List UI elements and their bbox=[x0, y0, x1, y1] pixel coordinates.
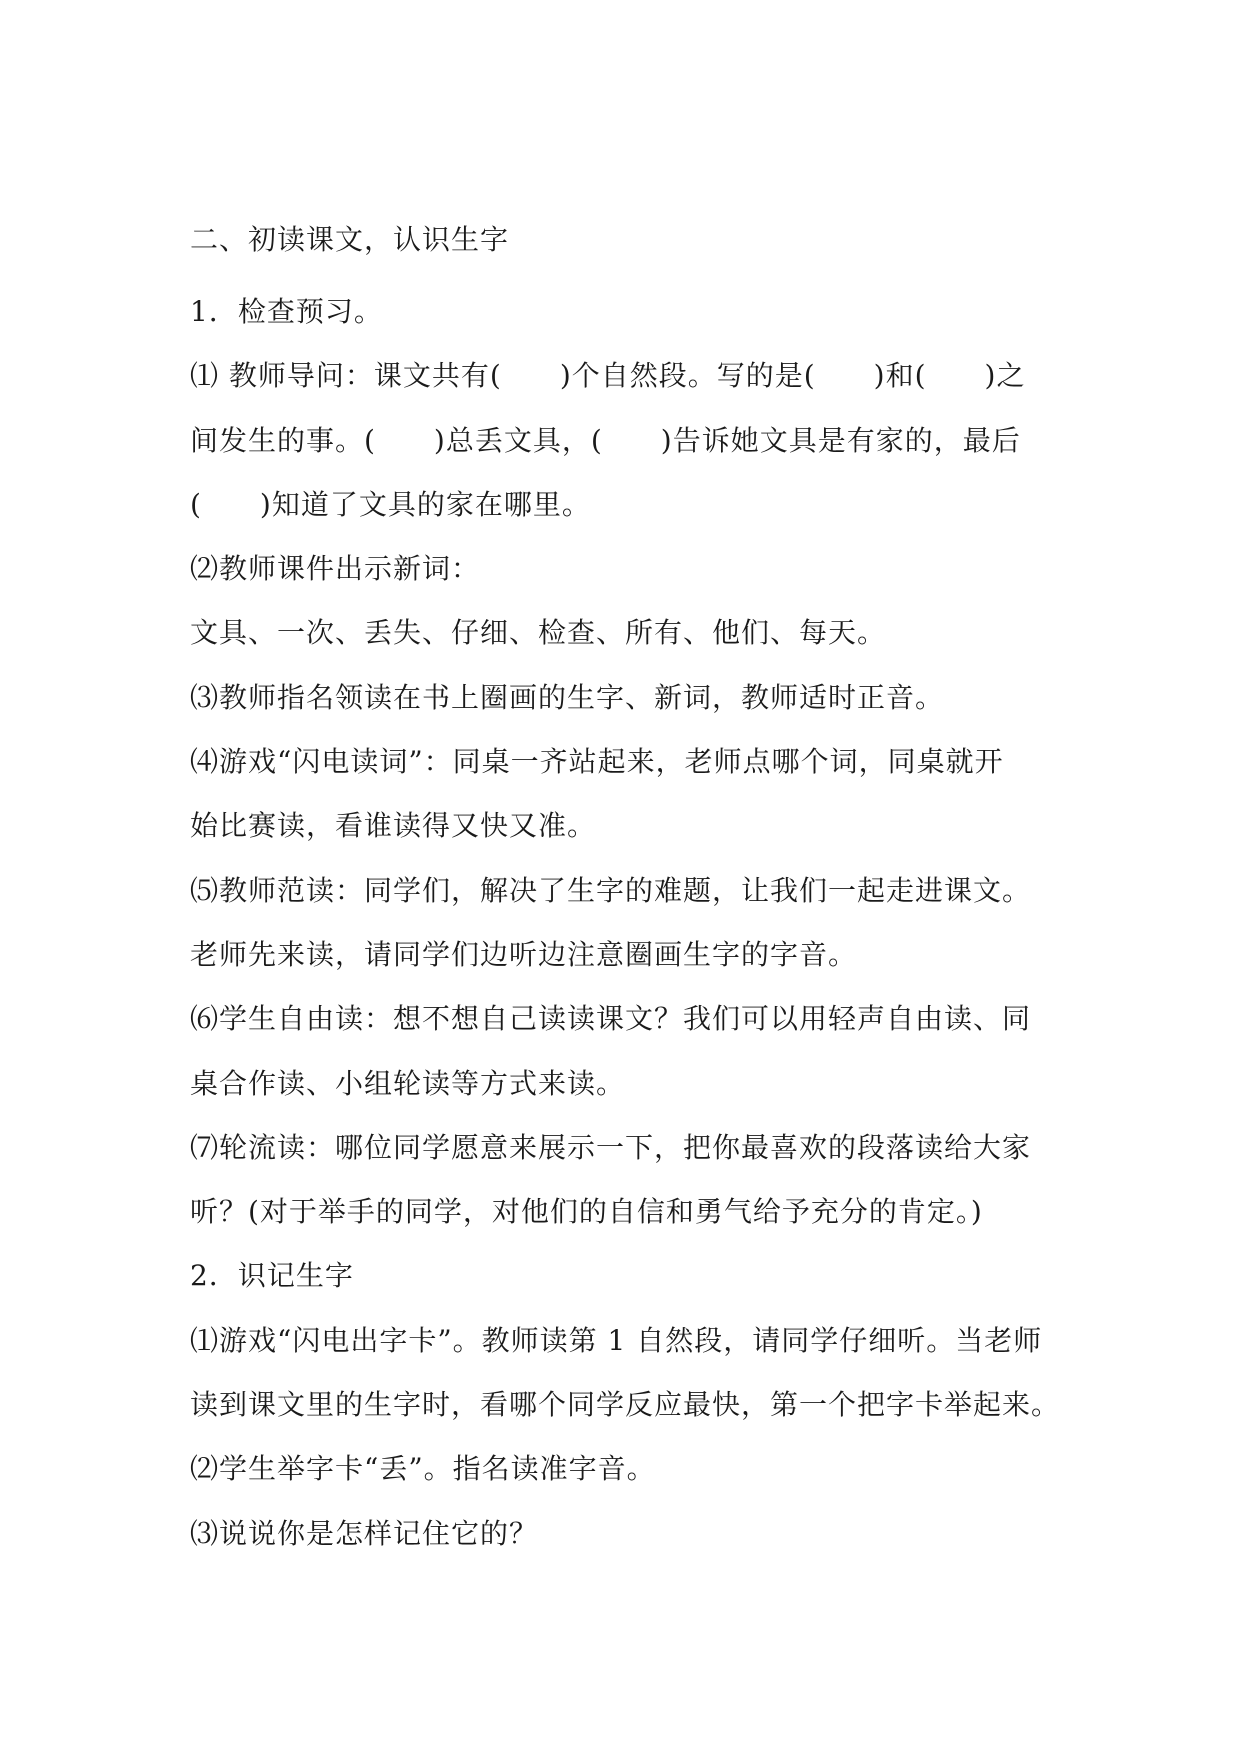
section-heading: 二、初读课文，认识生字 bbox=[190, 223, 510, 256]
paragraph-line: 读到课文里的生字时，看哪个同学反应最快，第一个把字卡举起来。 bbox=[190, 1388, 1061, 1422]
paragraph-line: ⑺轮流读：哪位同学愿意来展示一下，把你最喜欢的段落读给大家 bbox=[190, 1130, 1032, 1164]
paragraph-line: ⑸教师范读：同学们，解决了生字的难题，让我们一起走进课文。 bbox=[190, 873, 1032, 907]
paragraph-line: ( )知道了文具的家在哪里。 bbox=[190, 487, 591, 521]
paragraph-line: 桌合作读、小组轮读等方式来读。 bbox=[190, 1066, 626, 1100]
paragraph-line: 始比赛读，看谁读得又快又准。 bbox=[190, 809, 597, 843]
document-body bbox=[190, 216, 1070, 1566]
subsection-heading: 2．识记生字 bbox=[190, 1259, 354, 1293]
subsection-heading: 1．检查预习。 bbox=[190, 295, 383, 328]
paragraph-line: ⑵学生举字卡“丢”。指名读准字音。 bbox=[190, 1452, 656, 1486]
paragraph-line: 文具、一次、丢失、仔细、检查、所有、他们、每天。 bbox=[190, 616, 887, 650]
paragraph-line: ⑷游戏“闪电读词”：同桌一齐站起来，老师点哪个词，同桌就开 bbox=[190, 745, 1004, 779]
paragraph-line: ⑶教师指名领读在书上圈画的生字、新词，教师适时正音。 bbox=[190, 680, 945, 714]
paragraph-line: 间发生的事。( )总丢文具，( )告诉她文具是有家的，最后 bbox=[190, 423, 1021, 457]
paragraph-line: ⑴游戏“闪电出字卡”。教师读第 1 自然段，请同学仔细听。当老师 bbox=[190, 1323, 1043, 1357]
paragraph-line: 老师先来读，请同学们边听边注意圈画生字的字音。 bbox=[190, 937, 858, 971]
paragraph-line: ⑹学生自由读：想不想自己读读课文？我们可以用轻声自由读、同 bbox=[190, 1002, 1032, 1036]
paragraph-line: ⑴ 教师导问：课文共有( )个自然段。写的是( )和( )之 bbox=[190, 359, 1026, 393]
paragraph-line: ⑶说说你是怎样记住它的？ bbox=[190, 1516, 539, 1550]
paragraph-line: ⑵教师课件出示新词： bbox=[190, 552, 481, 586]
paragraph-line: 听？(对于举手的同学，对他们的自信和勇气给予充分的肯定。) bbox=[190, 1195, 983, 1229]
